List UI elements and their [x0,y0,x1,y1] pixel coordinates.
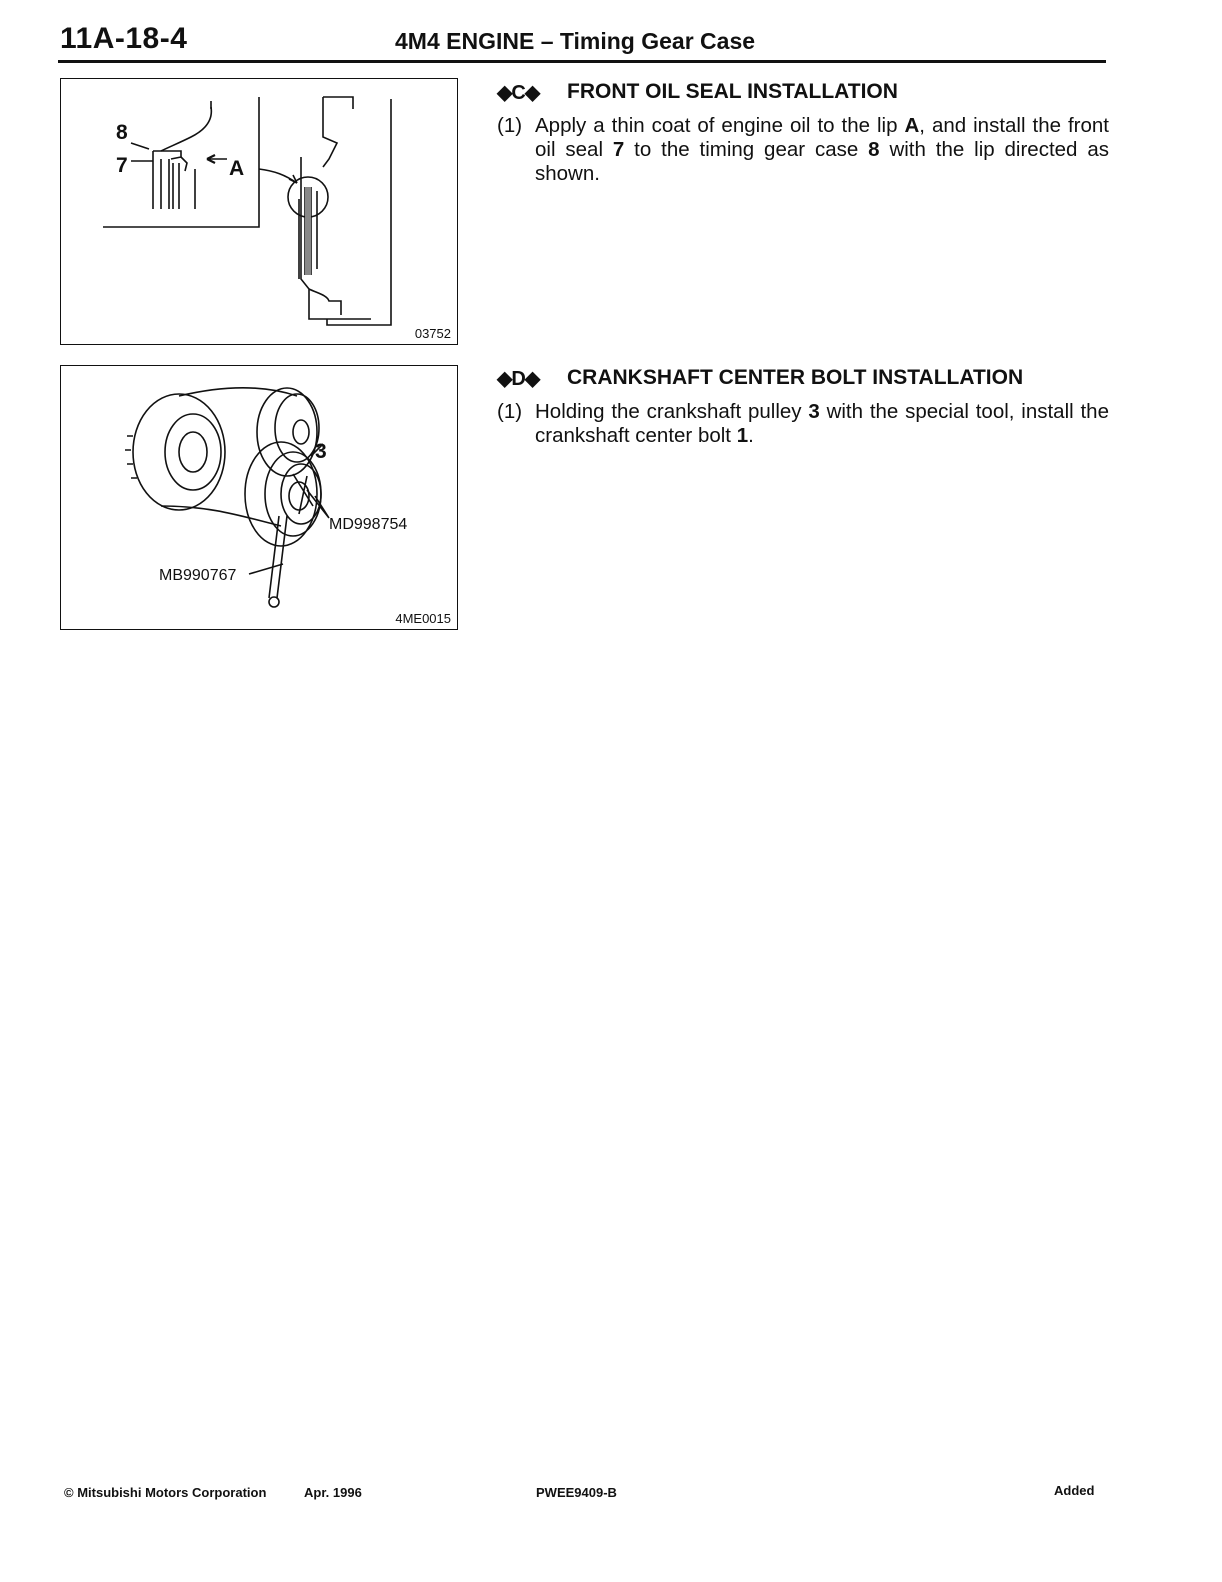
figure-code: 03752 [414,326,451,341]
footer-status: Added [1054,1483,1095,1498]
section-crankshaft-center-bolt [497,364,1109,448]
step-number: (1) [497,400,523,423]
section-mark: ◆C◆ [497,81,540,104]
section-title: FRONT OIL SEAL INSTALLATION [567,80,898,103]
label-MB990767: MB990767 [159,567,237,584]
section-title: CRANKSHAFT CENTER BOLT INSTALLATION [567,366,1024,389]
label-A: A [229,157,245,180]
header-rule [58,60,1106,63]
step-text: Holding the crankshaft pulley 3 with the special tool, install the crankshaft center bolt 1. [535,400,1109,447]
footer-date: Apr. 1996 [304,1485,362,1500]
footer-copyright: © Mitsubishi Motors Corporation [64,1485,267,1500]
section-heading [497,364,1109,392]
label-8: 8 [116,121,128,144]
oil-seal-illustration [61,79,457,344]
step-item [497,400,1109,448]
label-7: 7 [116,154,128,177]
step-item [497,114,1109,186]
figure-oil-seal [60,78,458,345]
label-3: 3 [315,440,327,463]
figure-code: 4ME0015 [395,611,451,626]
page-number: 11A-18-4 [60,22,188,55]
figure-crankshaft-pulley [60,365,458,630]
step-number: (1) [497,114,523,137]
section-front-oil-seal [497,78,1109,186]
page-title: 4M4 ENGINE – Timing Gear Case [395,28,756,54]
footer-doc-code: PWEE9409-B [536,1485,617,1500]
section-mark: ◆D◆ [497,367,540,390]
label-MD998754: MD998754 [329,516,408,533]
section-heading [497,78,1109,106]
crankshaft-pulley-illustration [61,366,457,629]
step-text: Apply a thin coat of engine oil to the lip A, and install the front oil seal 7 to the timing gear case 8 with the lip directed as shown. [535,114,1109,185]
